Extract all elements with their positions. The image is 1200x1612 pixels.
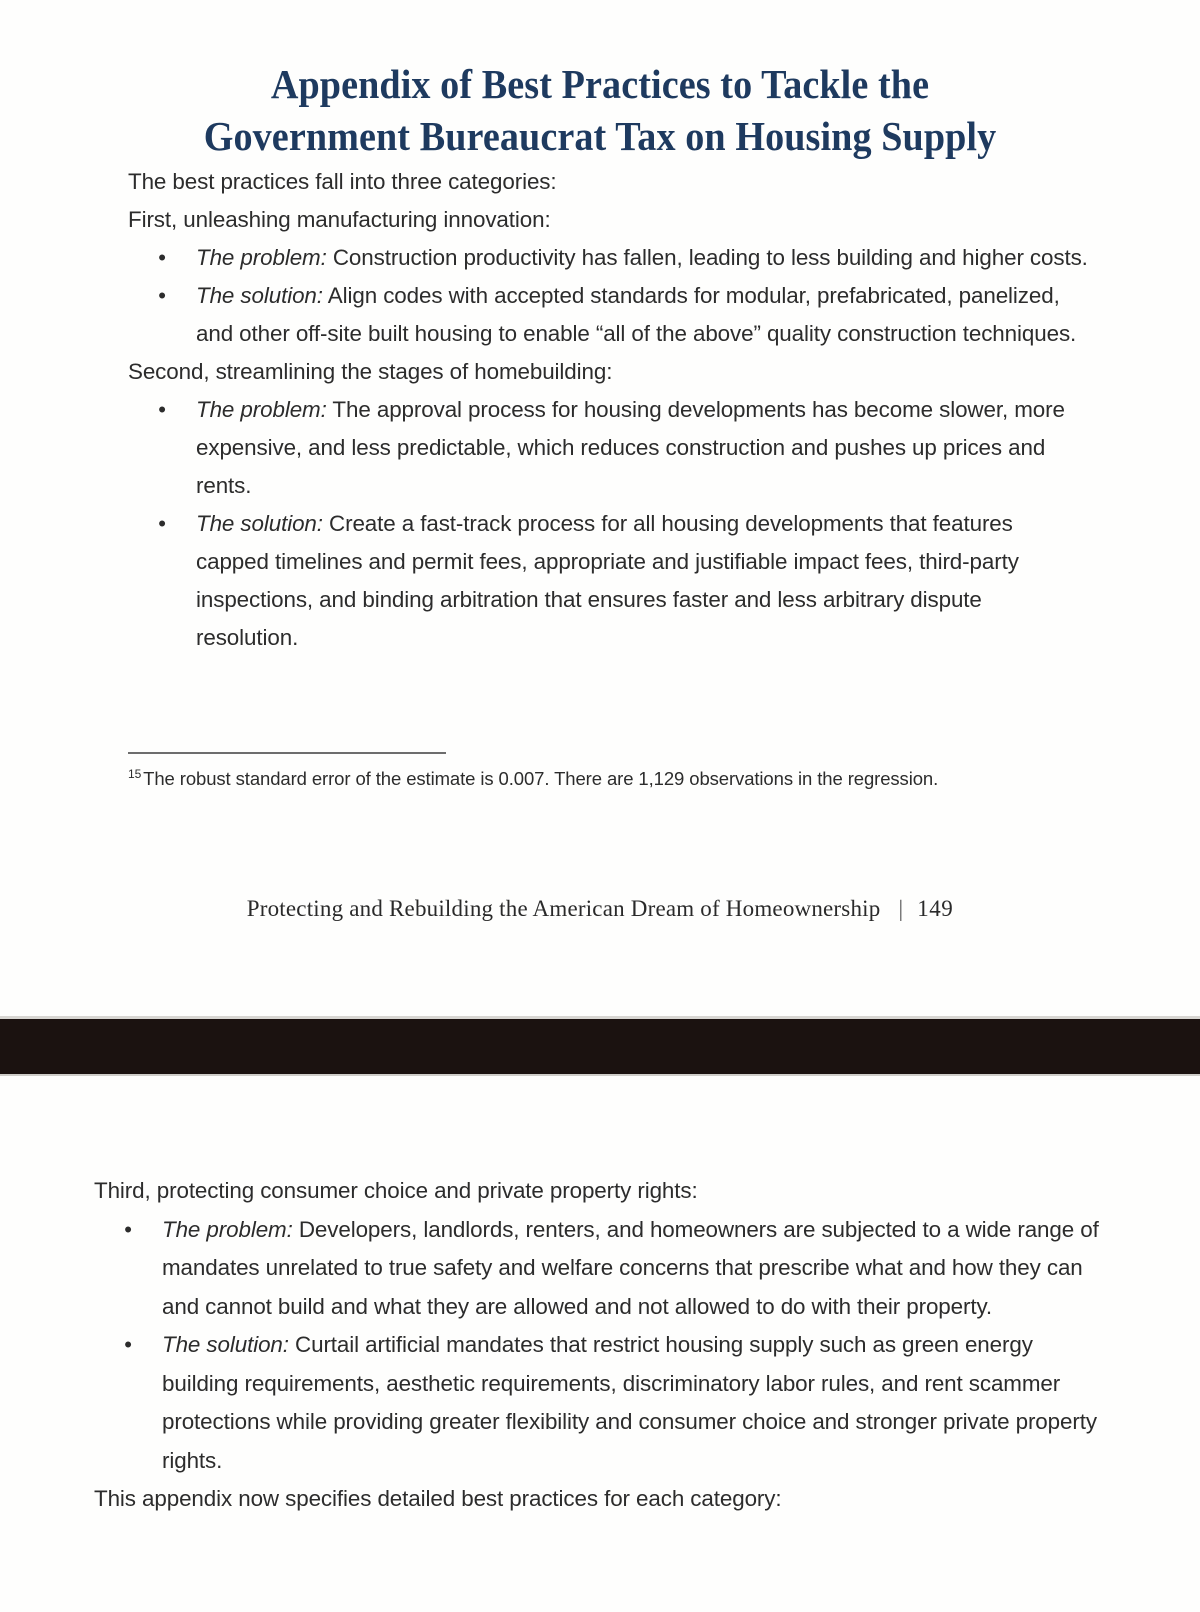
- running-footer-title: Protecting and Rebuilding the American Dream of Homeownership: [246, 896, 881, 921]
- bullet-dot-icon: •: [158, 283, 166, 308]
- list-item: [128, 277, 1088, 353]
- bullet-body-text: Curtail artificial mandates that restrict housing supply such as green energy building requirements, aesthetic requirements, discriminatory labor rules, and rent scammer protections while providing greater flexibility and consumer choice and stronger private property rights.: [162, 1332, 1097, 1473]
- footnote-text: The robust standard error of the estimate is 0.007. There are 1,129 observations in the regression.: [143, 768, 939, 789]
- bullet-lead-label: The solution:: [196, 511, 323, 536]
- bullet-lead-label: The solution:: [162, 1332, 289, 1357]
- bullet-dot-icon: •: [124, 1216, 132, 1242]
- page-title-line-2: Government Bureaucrat Tax on Housing Supply: [203, 112, 997, 159]
- list-item: [128, 239, 1088, 277]
- bullet-body-text: The approval process for housing developments has become slower, more expensive, and less predictable, which reduces construction and pushes up prices and rents.: [196, 397, 1065, 498]
- intro-paragraph: The best practices fall into three categories:: [128, 169, 557, 194]
- page-title-line-1: Appendix of Best Practices to Tackle the: [270, 61, 930, 108]
- page-title: [42, 59, 1158, 162]
- body-column-lower: [94, 1172, 1104, 1519]
- running-footer-separator: |: [898, 896, 904, 921]
- list-item: [128, 505, 1088, 657]
- footnote-divider: [128, 752, 446, 754]
- running-footer: [0, 892, 1200, 926]
- list-item: [94, 1326, 1104, 1480]
- dark-separator-band: [0, 1019, 1200, 1074]
- bullet-list-third: [94, 1211, 1104, 1481]
- bullet-lead-label: The problem:: [196, 245, 327, 270]
- footnote-marker: 15: [128, 766, 142, 781]
- bullet-dot-icon: •: [158, 511, 166, 536]
- list-item: [128, 391, 1088, 505]
- bullet-list-first: [128, 239, 1088, 353]
- bullet-lead-label: The problem:: [196, 397, 327, 422]
- bullet-body-text: Create a fast-track process for all housing developments that features capped timelines and permit fees, appropriate and justifiable impact fees, third-party inspections, and binding arbitration that ensures faster and less arbitrary dispute resolution.: [196, 511, 1019, 650]
- bullet-dot-icon: •: [158, 245, 166, 270]
- closing-paragraph: This appendix now specifies detailed best practices for each category:: [94, 1486, 782, 1511]
- list-item: [94, 1211, 1104, 1327]
- category-heading-first: First, unleashing manufacturing innovation:: [128, 207, 551, 232]
- category-heading-second: Second, streamlining the stages of homebuilding:: [128, 359, 613, 384]
- bullet-body-text: Align codes with accepted standards for modular, prefabricated, panelized, and other off-site built housing to enable “all of the above” quality construction techniques.: [196, 283, 1077, 346]
- bullet-lead-label: The solution:: [196, 283, 323, 308]
- bullet-body-text: Construction productivity has fallen, leading to less building and higher costs.: [326, 245, 1088, 270]
- bullet-list-second: [128, 391, 1088, 657]
- document-page-lower: [0, 1076, 1200, 1612]
- bullet-body-text: Developers, landlords, renters, and homeowners are subjected to a wide range of mandates unrelated to true safety and welfare concerns that prescribe what and how they can and cannot build and what they are allowed and not allowed to do with their property.: [162, 1216, 1099, 1319]
- body-column-upper: [128, 163, 1088, 657]
- bullet-lead-label: The problem:: [162, 1216, 293, 1242]
- page-number: 149: [917, 896, 954, 921]
- bullet-dot-icon: •: [124, 1332, 132, 1357]
- category-heading-third: Third, protecting consumer choice and private property rights:: [94, 1178, 698, 1203]
- bullet-dot-icon: •: [158, 397, 166, 422]
- footnote: [128, 764, 1028, 794]
